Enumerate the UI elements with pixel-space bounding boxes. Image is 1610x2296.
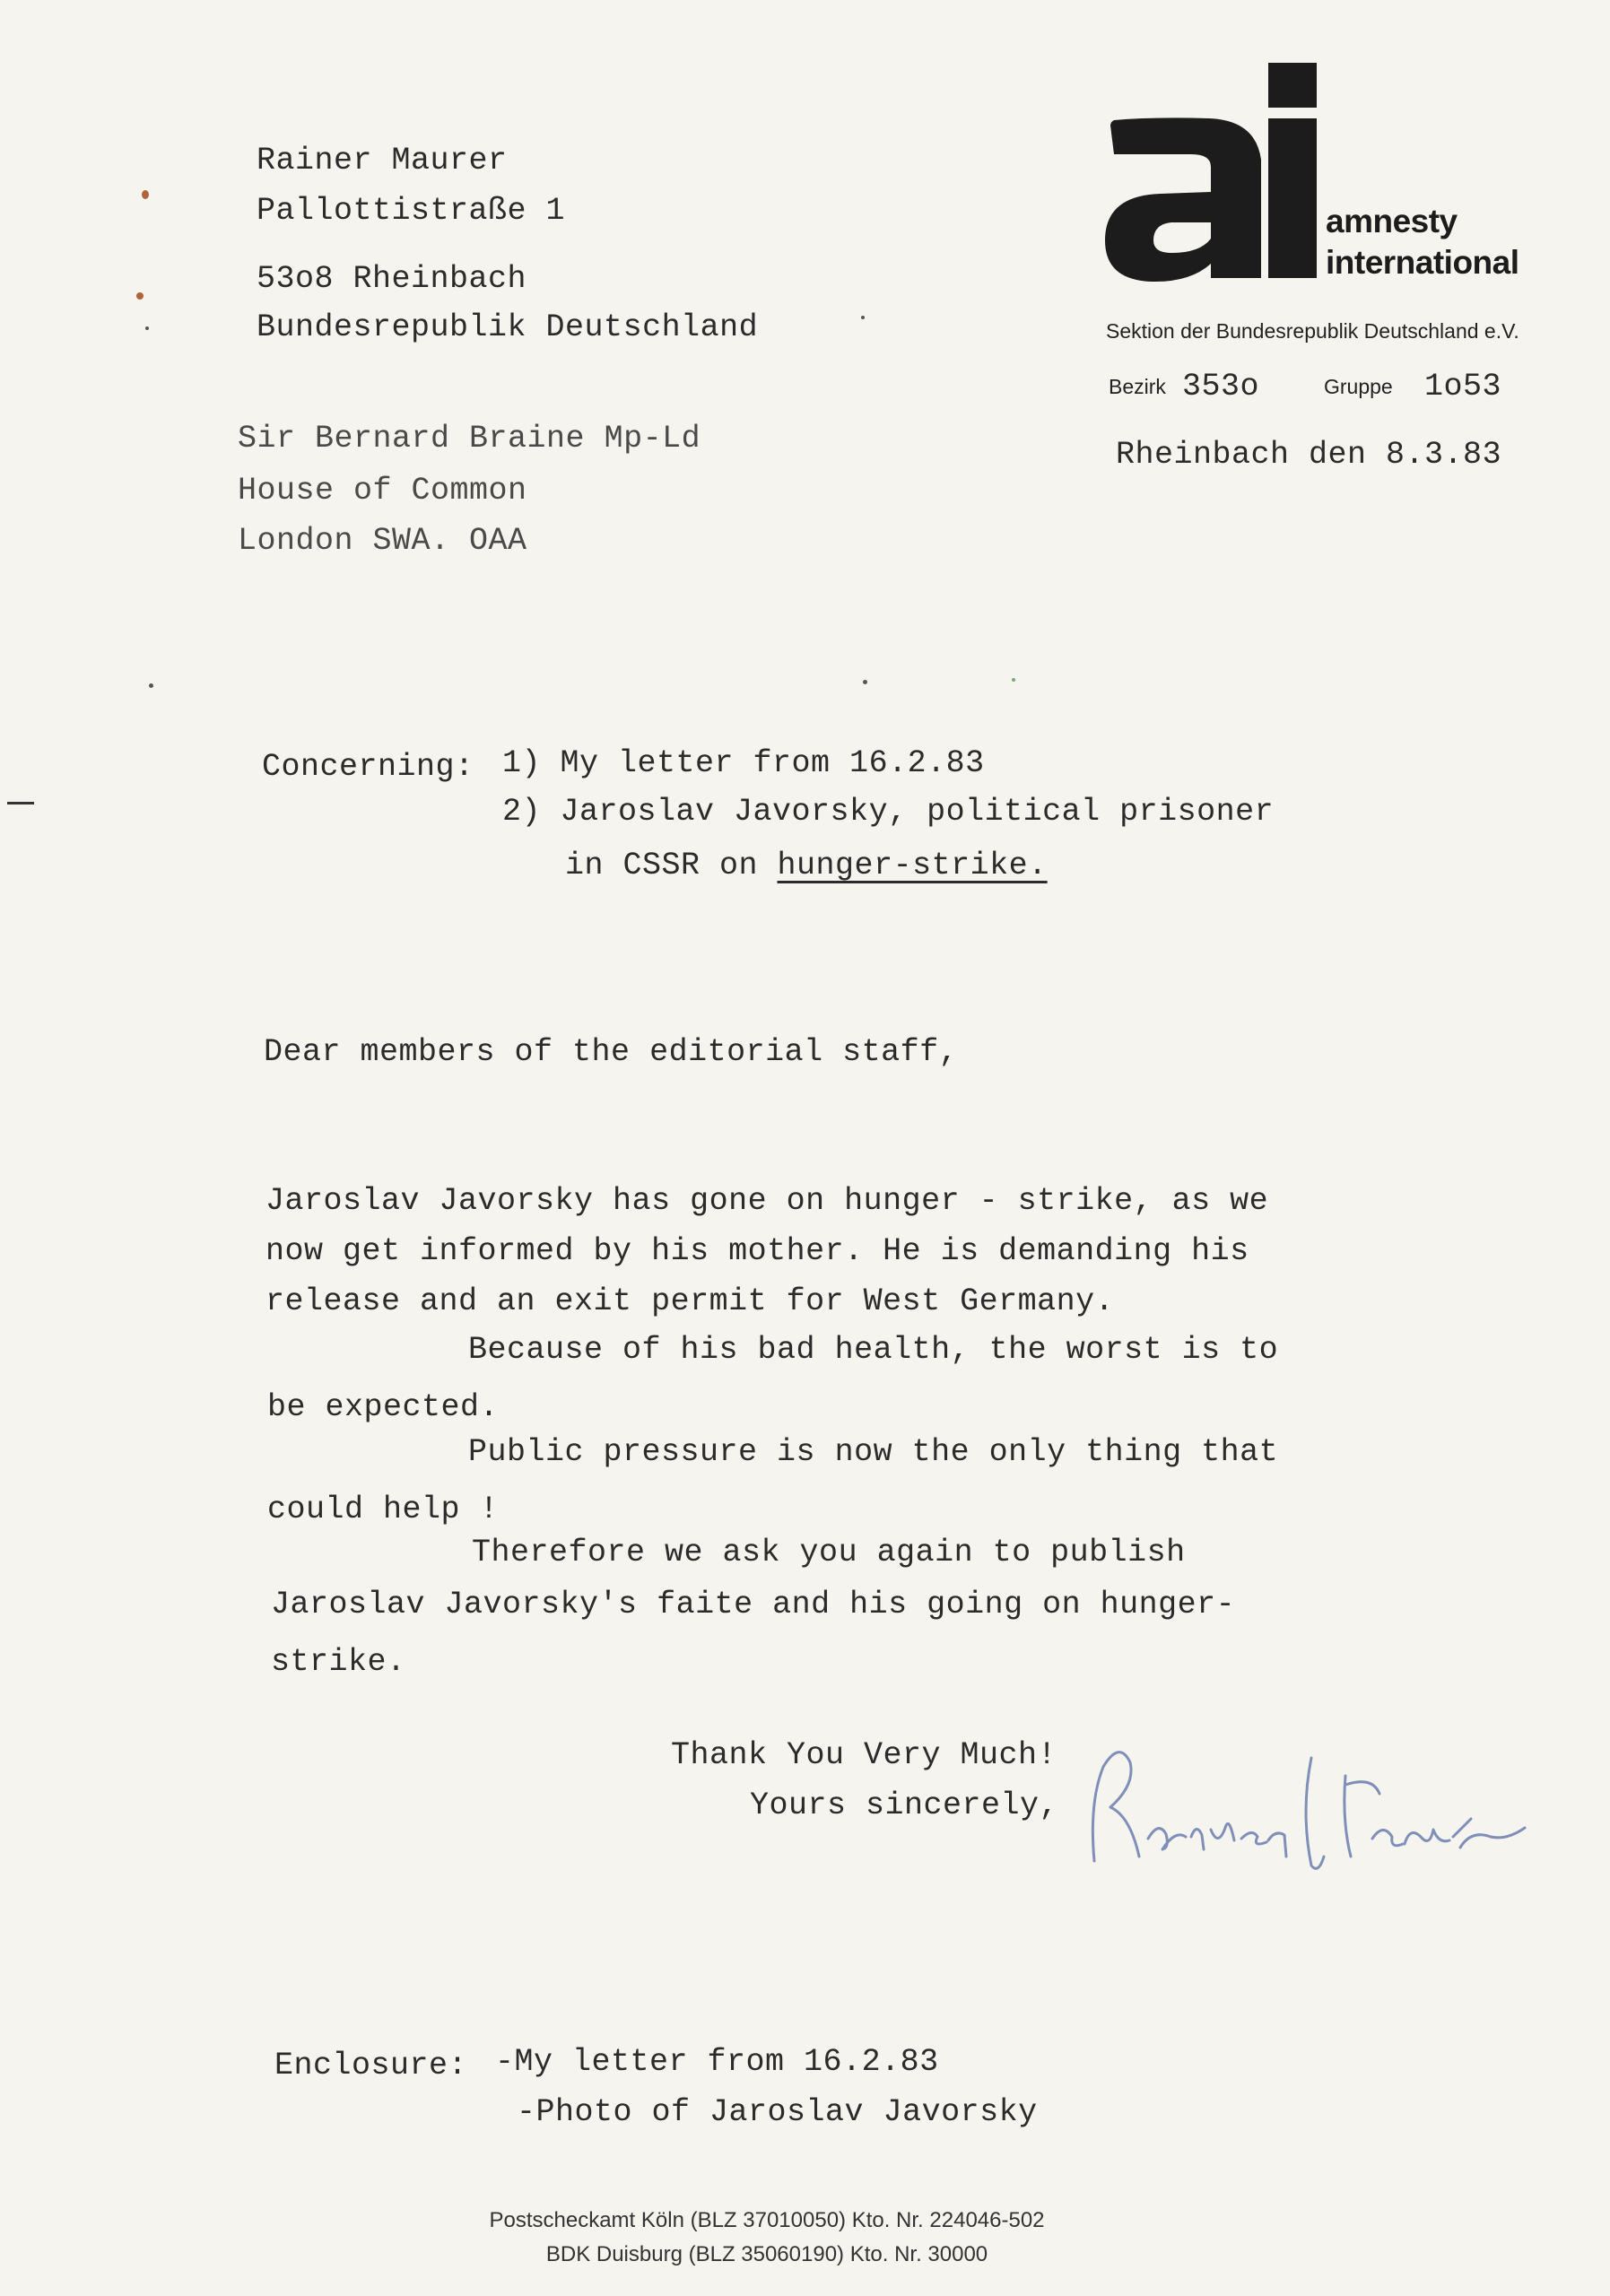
paper-speck [145, 326, 149, 330]
footer-line2: BDK Duisburg (BLZ 35060190) Kto. Nr. 30000 [545, 2242, 988, 2266]
sender-city: 53o8 Rheinbach [257, 261, 527, 297]
body-line6: Public pressure is now the only thing that [468, 1434, 1279, 1470]
recipient-line1: Sir Bernard Braine Mp-Ld [238, 421, 701, 457]
salutation: Dear members of the editorial staff, [264, 1034, 959, 1070]
bezirk-value: 353o [1182, 369, 1260, 404]
sender-name: Rainer Maurer [257, 143, 508, 178]
sender-country: Bundesrepublik Deutschland [257, 309, 759, 345]
paper-speck [136, 292, 144, 300]
enclosure-item1: -My letter from 16.2.83 [495, 2044, 939, 2080]
paper-speck [863, 680, 867, 684]
paper-speck [1012, 678, 1015, 682]
closing-thanks: Thank You Very Much! [671, 1737, 1057, 1773]
body-line8: Therefore we ask you again to publish [472, 1535, 1186, 1570]
place-date: Rheinbach den 8.3.83 [1116, 437, 1502, 473]
bezirk-label: Bezirk [1109, 375, 1166, 398]
subject-item2: 2) Jaroslav Javorsky, political prisoner [502, 794, 1275, 830]
fold-mark [7, 802, 34, 804]
subject-item2-prefix: in CSSR on [565, 848, 778, 883]
body-line4: Because of his bad health, the worst is to [468, 1332, 1279, 1368]
recipient-line3: London SWA. OAA [238, 523, 527, 559]
paper-speck [861, 316, 865, 319]
body-line3: release and an exit permit for West Germany. [265, 1283, 1115, 1319]
enclosure-label: Enclosure: [274, 2048, 468, 2083]
section-line: Sektion der Bundesrepublik Deutschland e.V. [1106, 319, 1519, 343]
paper-speck [149, 683, 153, 688]
signature-scribble-icon [1076, 1722, 1543, 1901]
recipient-line2: House of Common [238, 473, 527, 509]
closing-yours: Yours sincerely, [750, 1787, 1059, 1823]
body-line7: could help ! [267, 1492, 500, 1527]
footer-line1: Postscheckamt Köln (BLZ 37010050) Kto. Nr. 224046-502 [489, 2208, 1045, 2232]
gruppe-label: Gruppe [1324, 375, 1393, 398]
sender-street: Pallottistraße 1 [257, 193, 566, 229]
paper-speck [142, 190, 149, 199]
signature [1076, 1722, 1543, 1901]
subject-item2-cont [565, 850, 1048, 882]
body-line10: strike. [271, 1644, 406, 1680]
body-line2: now get informed by his mother. He is demanding his [265, 1233, 1249, 1269]
enclosure-item2: -Photo of Jaroslav Javorsky [517, 2094, 1038, 2130]
org-name-line1: amnesty [1326, 203, 1458, 239]
gruppe-value: 1o53 [1424, 369, 1502, 404]
subject-label: Concerning: [262, 749, 474, 785]
body-line5: be expected. [267, 1389, 500, 1425]
hunger-strike-underlined: hunger-strike. [777, 848, 1048, 883]
body-line9: Jaroslav Javorsky's faite and his going on hunger- [271, 1587, 1236, 1622]
subject-item1: 1) My letter from 16.2.83 [502, 745, 985, 781]
org-name-line2: international [1326, 244, 1519, 281]
body-line1: Jaroslav Javorsky has gone on hunger - strike, as we [265, 1183, 1269, 1219]
